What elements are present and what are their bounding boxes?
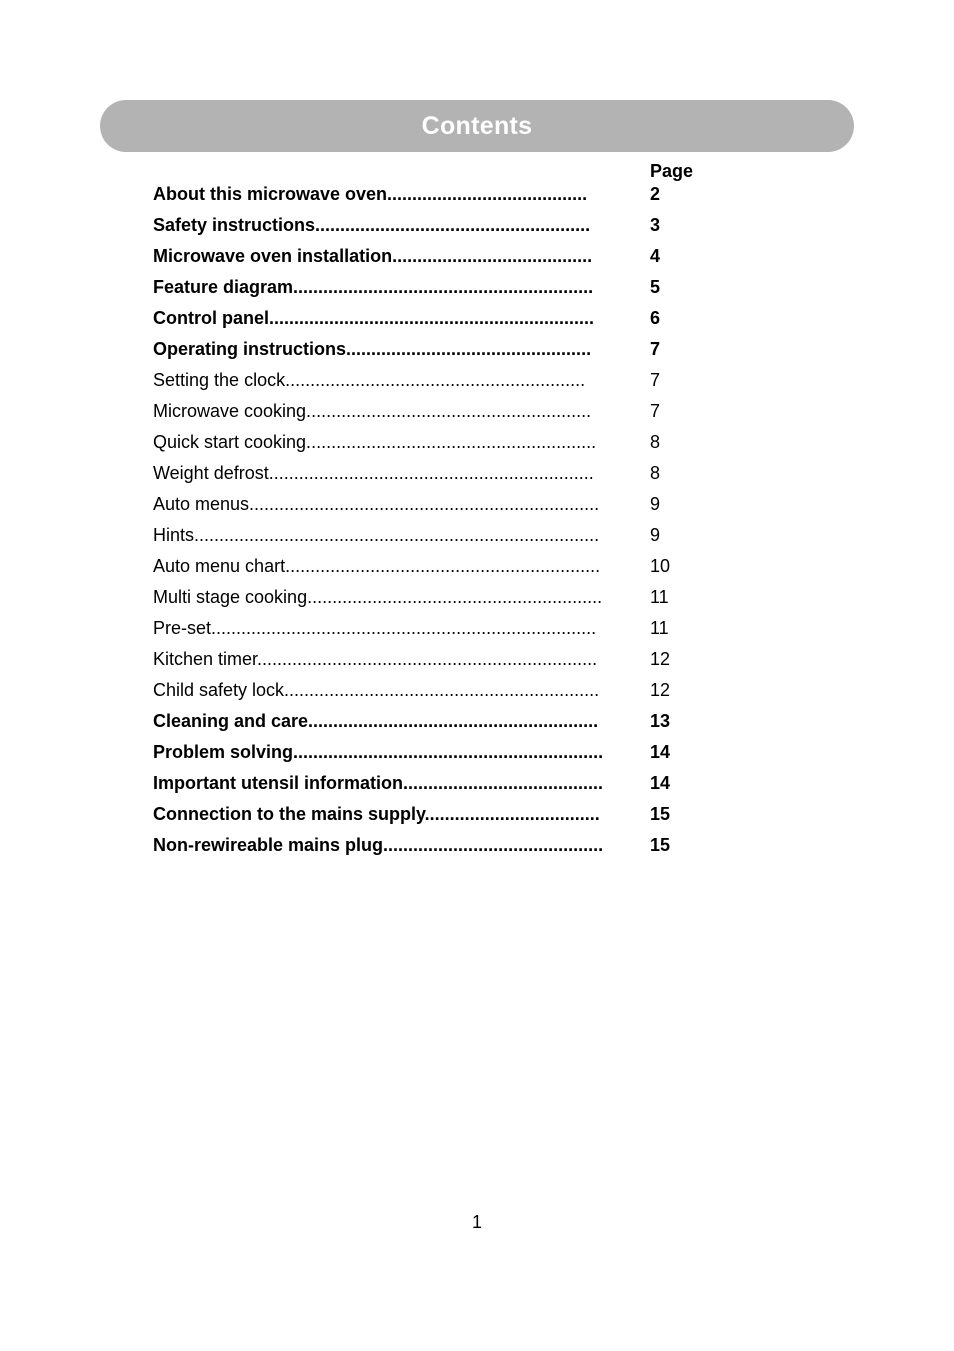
- toc-entry-page: 7: [650, 370, 661, 390]
- toc-entry-title: Pre-set.............................................................................: [153, 618, 597, 638]
- toc-entry-title: Weight defrost.................................................................: [153, 463, 594, 483]
- toc-row[interactable]: [153, 585, 713, 616]
- table-of-contents: [153, 182, 713, 864]
- toc-entry-title: Auto menu chart...............................................................: [153, 556, 601, 576]
- toc-entry-page: 15: [650, 804, 671, 824]
- toc-entry-title: Non-rewireable mains plug............................................: [153, 835, 604, 855]
- toc-entry-page: 12: [650, 680, 671, 700]
- toc-entry-page: 14: [650, 742, 671, 762]
- toc-entry-title: Control panel.................................................................: [153, 308, 595, 328]
- toc-entry-page: 2: [650, 184, 661, 204]
- toc-entry-page: 5: [650, 277, 661, 297]
- toc-entry-page: 12: [650, 649, 671, 669]
- toc-row[interactable]: [153, 554, 713, 585]
- toc-row[interactable]: [153, 430, 713, 461]
- toc-entry-page: 10: [650, 556, 671, 576]
- toc-row[interactable]: [153, 461, 713, 492]
- toc-entry-title: Microwave oven installation........................................: [153, 246, 593, 266]
- toc-row[interactable]: [153, 523, 713, 554]
- toc-row[interactable]: [153, 337, 713, 368]
- toc-entry-title: Feature diagram............................................................: [153, 277, 594, 297]
- toc-entry-title: Operating instructions.................................................: [153, 339, 592, 359]
- toc-entry-title: Setting the clock............................................................: [153, 370, 586, 390]
- toc-entry-page: 15: [650, 835, 671, 855]
- toc-entry-page: 13: [650, 711, 671, 731]
- toc-entry-title: Cleaning and care..........................................................: [153, 711, 599, 731]
- page-column-header: Page: [650, 161, 694, 181]
- toc-row[interactable]: [153, 399, 713, 430]
- toc-row[interactable]: [153, 616, 713, 647]
- toc-entry-title: Connection to the mains supply...................................: [153, 804, 600, 824]
- toc-row[interactable]: [153, 740, 713, 771]
- toc-row[interactable]: [153, 771, 713, 802]
- toc-entry-page: 11: [650, 587, 669, 607]
- toc-entry-page: 9: [650, 525, 661, 545]
- toc-entry-title: Hints.................................................................................: [153, 525, 600, 545]
- toc-row[interactable]: [153, 647, 713, 678]
- toc-row[interactable]: [153, 182, 713, 213]
- page-number: 1: [471, 1212, 482, 1232]
- toc-entry-page: 11: [650, 618, 669, 638]
- toc-entry-page: 7: [650, 339, 661, 359]
- toc-entry-page: 8: [650, 432, 661, 452]
- toc-entry-title: Important utensil information........................................: [153, 773, 604, 793]
- toc-row[interactable]: [153, 678, 713, 709]
- toc-entry-page: 9: [650, 494, 661, 514]
- toc-row[interactable]: [153, 306, 713, 337]
- toc-entry-title: Kitchen timer....................................................................: [153, 649, 598, 669]
- toc-entry-title: Microwave cooking.........................................................: [153, 401, 592, 421]
- toc-entry-title: Safety instructions.......................................................: [153, 215, 591, 235]
- toc-row[interactable]: [153, 244, 713, 275]
- toc-row[interactable]: [153, 275, 713, 306]
- toc-row[interactable]: [153, 492, 713, 523]
- contents-header-bar: [100, 100, 854, 152]
- toc-row[interactable]: [153, 833, 713, 864]
- toc-row[interactable]: [153, 709, 713, 740]
- page-title: Contents: [421, 111, 533, 140]
- toc-entry-page: 7: [650, 401, 661, 421]
- toc-entry-page: 8: [650, 463, 661, 483]
- toc-entry-title: Problem solving..............................................................: [153, 742, 604, 762]
- toc-entry-title: Multi stage cooking...........................................................: [153, 587, 603, 607]
- toc-row[interactable]: [153, 213, 713, 244]
- toc-row[interactable]: [153, 802, 713, 833]
- toc-entry-title: Auto menus......................................................................: [153, 494, 600, 514]
- toc-entry-title: Quick start cooking..........................................................: [153, 432, 597, 452]
- toc-entry-page: 3: [650, 215, 661, 235]
- toc-entry-page: 14: [650, 773, 671, 793]
- toc-entry-page: 6: [650, 308, 661, 328]
- toc-entry-title: Child safety lock...............................................................: [153, 680, 600, 700]
- toc-entry-page: 4: [650, 246, 661, 266]
- toc-entry-title: About this microwave oven........................................: [153, 184, 588, 204]
- toc-row[interactable]: [153, 368, 713, 399]
